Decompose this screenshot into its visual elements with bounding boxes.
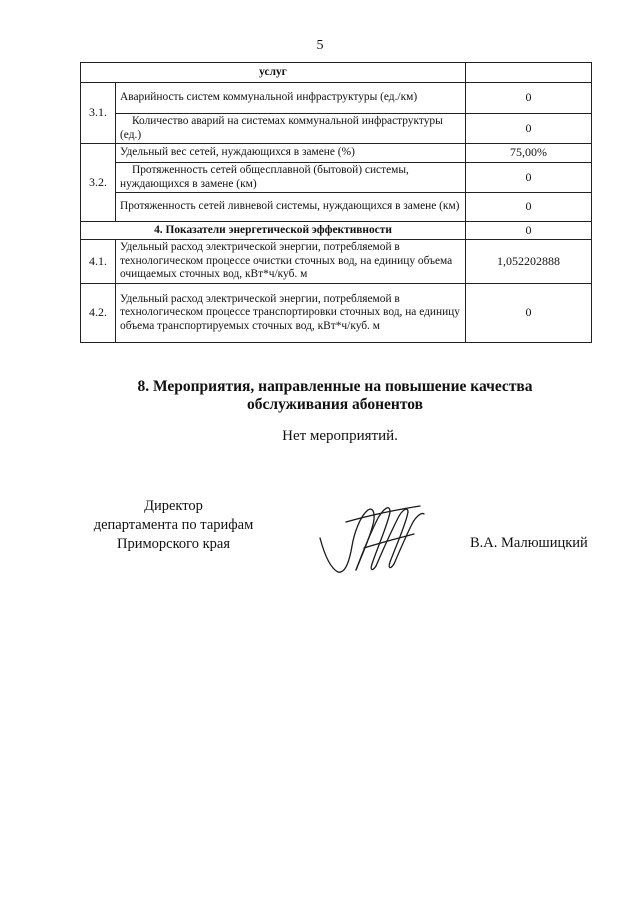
row-value: 0 bbox=[466, 114, 592, 144]
signer-position bbox=[66, 497, 281, 554]
row-value: 0 bbox=[466, 83, 592, 114]
table-row bbox=[81, 144, 592, 163]
section-8-title bbox=[90, 378, 580, 414]
row-description: Протяженность сетей ливневой системы, нуждающихся в замене (км) bbox=[116, 193, 466, 222]
row-number: 3.1. bbox=[81, 83, 116, 144]
table-header-value-cell bbox=[466, 63, 592, 83]
section-8-title-line2: обслуживания абонентов bbox=[247, 396, 423, 413]
row-number: 4.1. bbox=[81, 240, 116, 284]
signer-position-line3: Приморского края bbox=[116, 536, 230, 552]
table-row bbox=[81, 193, 592, 222]
section-header-cell: 4. Показатели энергетической эффективности bbox=[81, 222, 466, 240]
table-row bbox=[81, 114, 592, 144]
row-value: 1,052202888 bbox=[466, 240, 592, 284]
row-value: 0 bbox=[466, 193, 592, 222]
row-value: 75,00% bbox=[466, 144, 592, 163]
signer-position-line1: Директор bbox=[144, 498, 203, 514]
row-value: 0 bbox=[466, 284, 592, 343]
row-description: Удельный вес сетей, нуждающихся в замене (%) bbox=[116, 144, 466, 163]
table-header-cell: услуг bbox=[81, 63, 466, 83]
row-number: 3.2. bbox=[81, 144, 116, 222]
section-8-title-line1: 8. Мероприятия, направленные на повышение качества bbox=[137, 378, 533, 395]
table-row bbox=[81, 63, 592, 83]
page-number: 5 bbox=[316, 38, 324, 53]
row-description: Удельный расход электрической энергии, потребляемой в технологическом процессе транспортировки сточных вод, на единицу объема транспортируемых сточных вод, кВт*ч/куб. м bbox=[116, 284, 466, 343]
row-description: Удельный расход электрической энергии, потребляемой в технологическом процессе очистки сточных вод, на единицу объема очищаемых сточных вод, кВт*ч/куб. м bbox=[116, 240, 466, 284]
table-row bbox=[81, 83, 592, 114]
row-description: Протяженность сетей общесплавной (бытовой) системы, нуждающихся в замене (км) bbox=[116, 163, 466, 193]
row-value: 0 bbox=[466, 163, 592, 193]
row-description: Количество аварий на системах коммунальной инфраструктуры (ед.) bbox=[116, 114, 466, 144]
table-row bbox=[81, 240, 592, 284]
section-8-body: Нет мероприятий. bbox=[282, 428, 398, 444]
table-row bbox=[81, 284, 592, 343]
indicators-table bbox=[80, 62, 592, 343]
row-description: Аварийность систем коммунальной инфраструктуры (ед./км) bbox=[116, 83, 466, 114]
table-row bbox=[81, 163, 592, 193]
handwritten-signature bbox=[316, 498, 428, 576]
table-row bbox=[81, 222, 592, 240]
row-value: 0 bbox=[466, 222, 592, 240]
signer-name: В.А. Малюшицкий bbox=[470, 535, 588, 551]
row-number: 4.2. bbox=[81, 284, 116, 343]
signer-position-line2: департамента по тарифам bbox=[93, 517, 254, 533]
